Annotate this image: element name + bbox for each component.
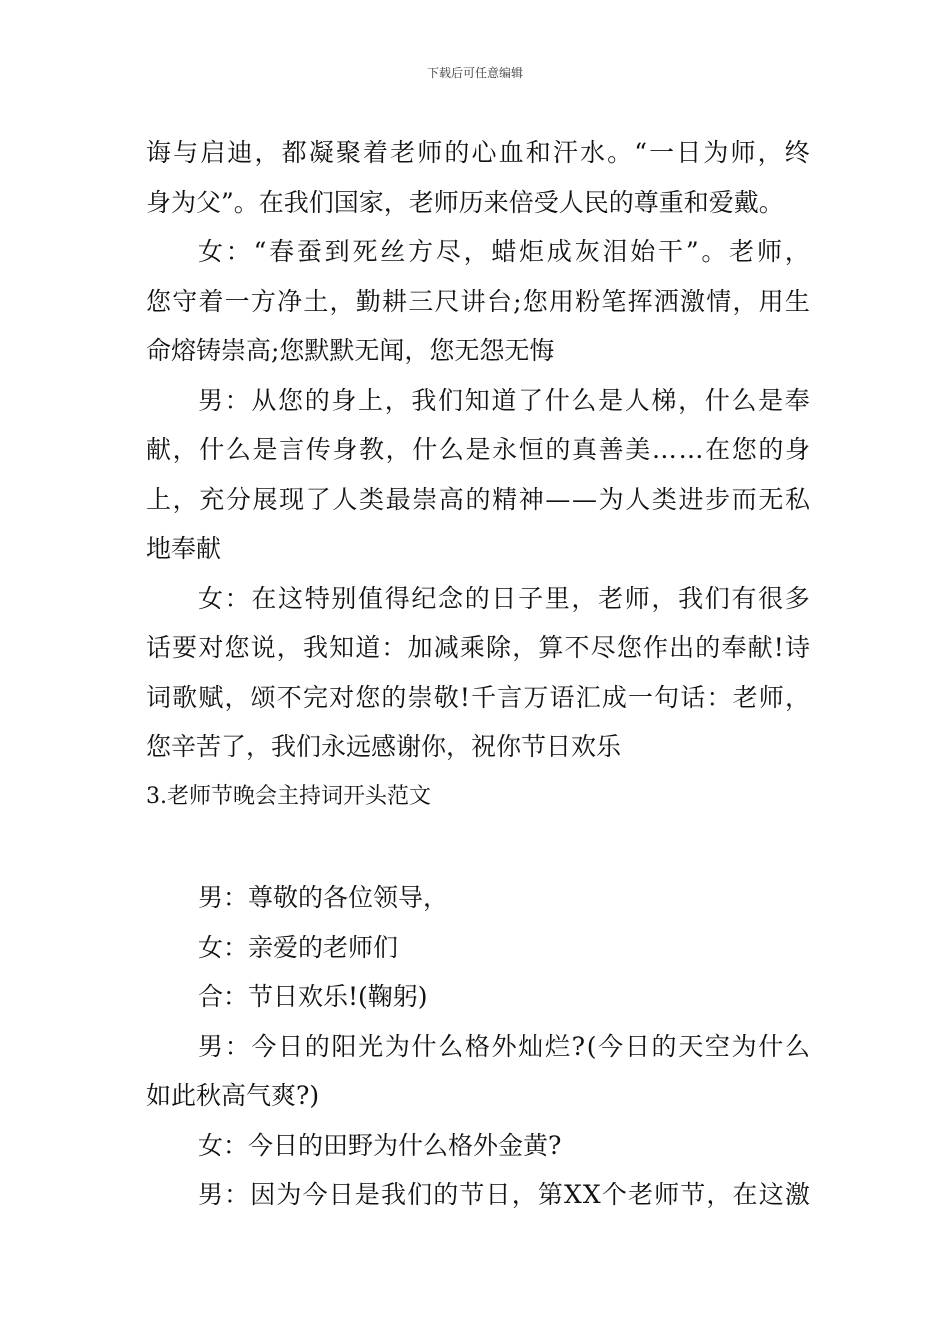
text-line: 男 ： 从 您 的 身 上 ， 我 们 知 道 了 什 么 是 人 梯 ， 什 么 是 奉 (198, 385, 810, 415)
text-line: 女：亲爱的老师们 (198, 932, 399, 962)
text-line: 女：今日的田野为什么格外金黄? (198, 1130, 562, 1160)
paragraph (146, 873, 810, 923)
text-line: 女 ： 在 这 特 别 值 得 纪 念 的 日 子 里 ， 老 师 ， 我 们 有 很 多 (198, 583, 810, 613)
paragraph (146, 376, 810, 574)
text-line: 地奉献 (146, 534, 222, 563)
paragraphs-after (146, 873, 810, 1220)
paragraphs-before (146, 128, 810, 772)
text-line: 女 ： “ 春 蚕 到 死 丝 方 尽 ， 蜡 炬 成 灰 泪 始 干 ” 。 老 师 ， (198, 237, 810, 266)
text-line: 献 ， 什 么 是 言 传 身 教 ， 什 么 是 永 恒 的 真 善 美 … … 在 您 的 身 (146, 435, 810, 464)
text-line: 诲 与 启 迪 ， 都 凝 聚 着 老 师 的 心 血 和 汗 水 。 “ 一 日 为 师 ， 终 (146, 138, 810, 167)
paragraph (146, 1022, 810, 1121)
section-heading: 3.老师节晚会主持词开头范文 (146, 783, 431, 809)
text-line: 词 歌 赋 ， 颂 不 完 对 您 的 崇 敬 ! 千 言 万 语 汇 成 一 句 话 ： 老 师 ， (146, 682, 810, 712)
paragraph (146, 972, 810, 1022)
text-line: 上 ， 充 分 展 现 了 人 类 最 崇 高 的 精 神 — — 为 人 类 进 步 而 无 私 (146, 484, 810, 514)
text-line: 男：尊敬的各位领导， (198, 883, 449, 912)
paragraph (146, 1170, 810, 1220)
page-header: 下载后可任意编辑 (426, 66, 523, 80)
text-line: 身为父”。在我们国家，老师历来倍受人民的尊重和爱戴。 (146, 187, 784, 217)
text-line: 命熔铸崇高;您默默无闻，您无怨无悔 (146, 336, 555, 365)
text-line: 合：节日欢乐!(鞠躬) (198, 982, 428, 1011)
text-line: 您辛苦了，我们永远感谢你，祝你节日欢乐 (146, 732, 622, 761)
paragraph (146, 923, 810, 973)
paragraph (146, 128, 810, 227)
paragraph (146, 1121, 810, 1171)
paragraph (146, 227, 810, 376)
text-line: 男 ： 今 日 的 阳 光 为 什 么 格 外 灿 烂 ? ( 今 日 的 天 空 为 什 么 (198, 1031, 810, 1061)
document-body (146, 128, 810, 1220)
text-line: 男 ： 因 为 今 日 是 我 们 的 节 日 ， 第 X X 个 老 师 节 ， 在 这 激 (198, 1180, 810, 1209)
text-line: 话 要 对 您 说 ， 我 知 道 ： 加 减 乘 除 ， 算 不 尽 您 作 出 的 奉 献 ! 诗 (146, 633, 810, 662)
paragraph (146, 574, 810, 772)
text-line: 您 守 着 一 方 净 土 ， 勤 耕 三 尺 讲 台 ; 您 用 粉 笔 挥 洒 激 情 ， 用 生 (146, 286, 810, 316)
blank-line (146, 821, 810, 873)
text-line: 如此秋高气爽?) (146, 1081, 320, 1110)
